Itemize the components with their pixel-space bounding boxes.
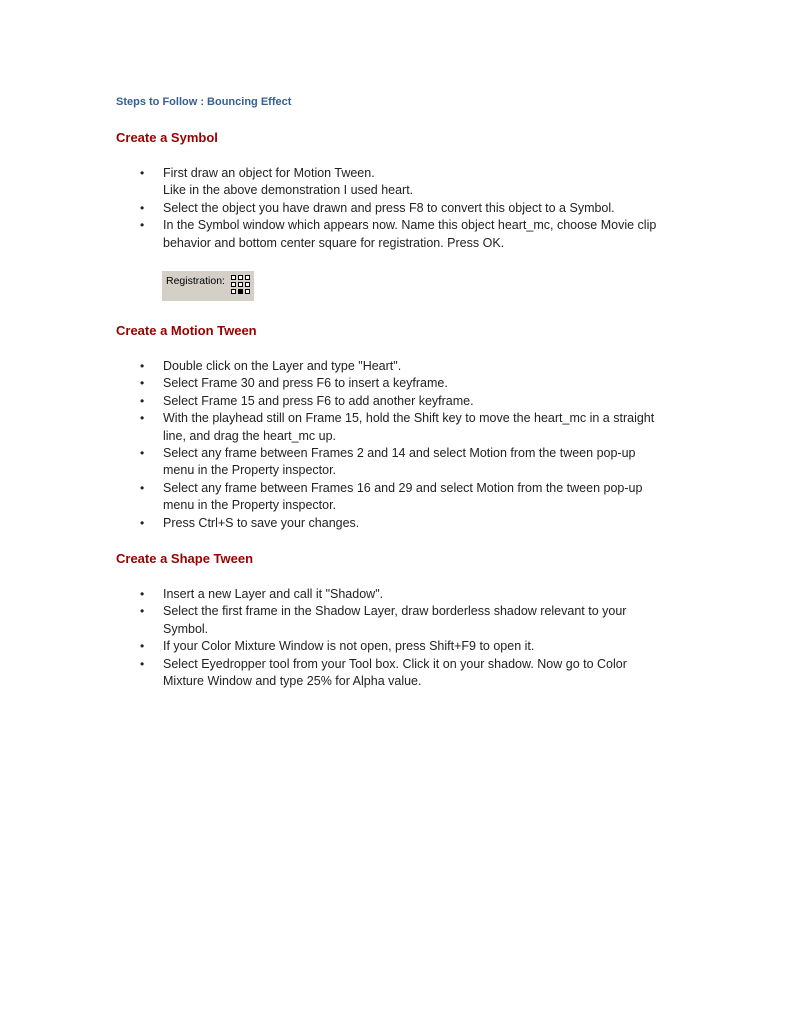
- list-item-text: menu in the Property inspector.: [163, 498, 337, 513]
- bullet-icon: •: [140, 639, 145, 654]
- bullet-icon: •: [140, 411, 145, 426]
- list-item-text: Like in the above demonstration I used heart.: [163, 183, 414, 198]
- list-item: [140, 603, 700, 638]
- registration-grid-icon: [231, 275, 251, 295]
- registration-cell-top-left: [231, 275, 236, 280]
- list-item-text: Select Eyedropper tool from your Tool box. Click it on your shadow. Now go to Color: [163, 656, 627, 671]
- section-heading-create-motion-tween: Create a Motion Tween: [116, 323, 257, 338]
- list-item-text: line, and drag the heart_mc up.: [163, 428, 337, 443]
- bullet-icon: •: [140, 218, 145, 233]
- bullet-icon: •: [140, 656, 145, 671]
- section-heading-create-shape-tween: Create a Shape Tween: [116, 551, 254, 566]
- list-item-text: Select any frame between Frames 2 and 14 and select Motion from the tween pop-up: [163, 446, 636, 461]
- list-item: [140, 217, 700, 252]
- bullet-icon: •: [140, 604, 145, 619]
- registration-label: Registration:: [166, 275, 225, 287]
- bullet-icon: •: [140, 587, 145, 601]
- list-item-text: Select the first frame in the Shadow Layer, draw borderless shadow relevant to your: [163, 604, 627, 619]
- step-list-create-shape-tween: [140, 586, 700, 690]
- list-item-text: behavior and bottom center square for registration. Press OK.: [163, 235, 505, 250]
- registration-cell-middle-right: [245, 282, 250, 287]
- list-item-text: menu in the Property inspector.: [163, 463, 337, 478]
- list-item-text: Select Frame 15 and press F6 to add another keyframe.: [163, 393, 474, 408]
- list-item: [140, 393, 700, 410]
- bullet-icon: •: [140, 166, 145, 180]
- list-item-text: Select Frame 30 and press F6 to insert a keyframe.: [163, 376, 448, 391]
- step-list-create-motion-tween: [140, 358, 700, 532]
- list-item: [140, 375, 700, 392]
- registration-cell-bottom-left: [231, 289, 236, 294]
- list-item: [140, 358, 700, 375]
- list-item-text: Select the object you have drawn and press F8 to convert this object to a Symbol.: [163, 200, 615, 215]
- list-item-text: If your Color Mixture Window is not open, press Shift+F9 to open it.: [163, 639, 535, 654]
- bullet-icon: •: [140, 515, 145, 530]
- list-item: [140, 410, 700, 445]
- list-item-text: Mixture Window and type 25% for Alpha value.: [163, 674, 422, 689]
- list-item: [140, 656, 700, 691]
- list-item-text: Symbol.: [163, 621, 209, 636]
- document-title: Steps to Follow : Bouncing Effect: [116, 96, 292, 108]
- registration-cell-bottom-center: [238, 289, 243, 294]
- registration-cell-middle-left: [231, 282, 236, 287]
- list-item: [140, 165, 700, 200]
- bullet-icon: •: [140, 376, 145, 391]
- list-item: [140, 480, 700, 515]
- list-item-text: Double click on the Layer and type "Heart".: [163, 359, 402, 373]
- registration-cell-top-right: [245, 275, 250, 280]
- registration-widget: [162, 271, 254, 301]
- list-item-text: Insert a new Layer and call it "Shadow".: [163, 587, 384, 601]
- list-item-text: First draw an object for Motion Tween.: [163, 166, 375, 180]
- list-item-text: With the playhead still on Frame 15, hold the Shift key to move the heart_mc in a straight: [163, 411, 655, 426]
- bullet-icon: •: [140, 393, 145, 408]
- bullet-icon: •: [140, 200, 145, 215]
- bullet-icon: •: [140, 480, 145, 495]
- list-item-text: Select any frame between Frames 16 and 29 and select Motion from the tween pop-up: [163, 480, 643, 495]
- list-item-text: Press Ctrl+S to save your changes.: [163, 515, 360, 530]
- registration-cell-bottom-right: [245, 289, 250, 294]
- list-item: [140, 445, 700, 480]
- registration-cell-middle-center: [238, 282, 243, 287]
- step-list-create-symbol: [140, 165, 700, 252]
- list-item: [140, 586, 700, 603]
- list-item: [140, 638, 700, 655]
- list-item: [140, 200, 700, 217]
- section-heading-create-symbol: Create a Symbol: [116, 130, 218, 145]
- list-item: [140, 515, 700, 532]
- bullet-icon: •: [140, 359, 145, 373]
- list-item-text: In the Symbol window which appears now. Name this object heart_mc, choose Movie clip: [163, 218, 657, 233]
- registration-cell-top-center: [238, 275, 243, 280]
- bullet-icon: •: [140, 446, 145, 461]
